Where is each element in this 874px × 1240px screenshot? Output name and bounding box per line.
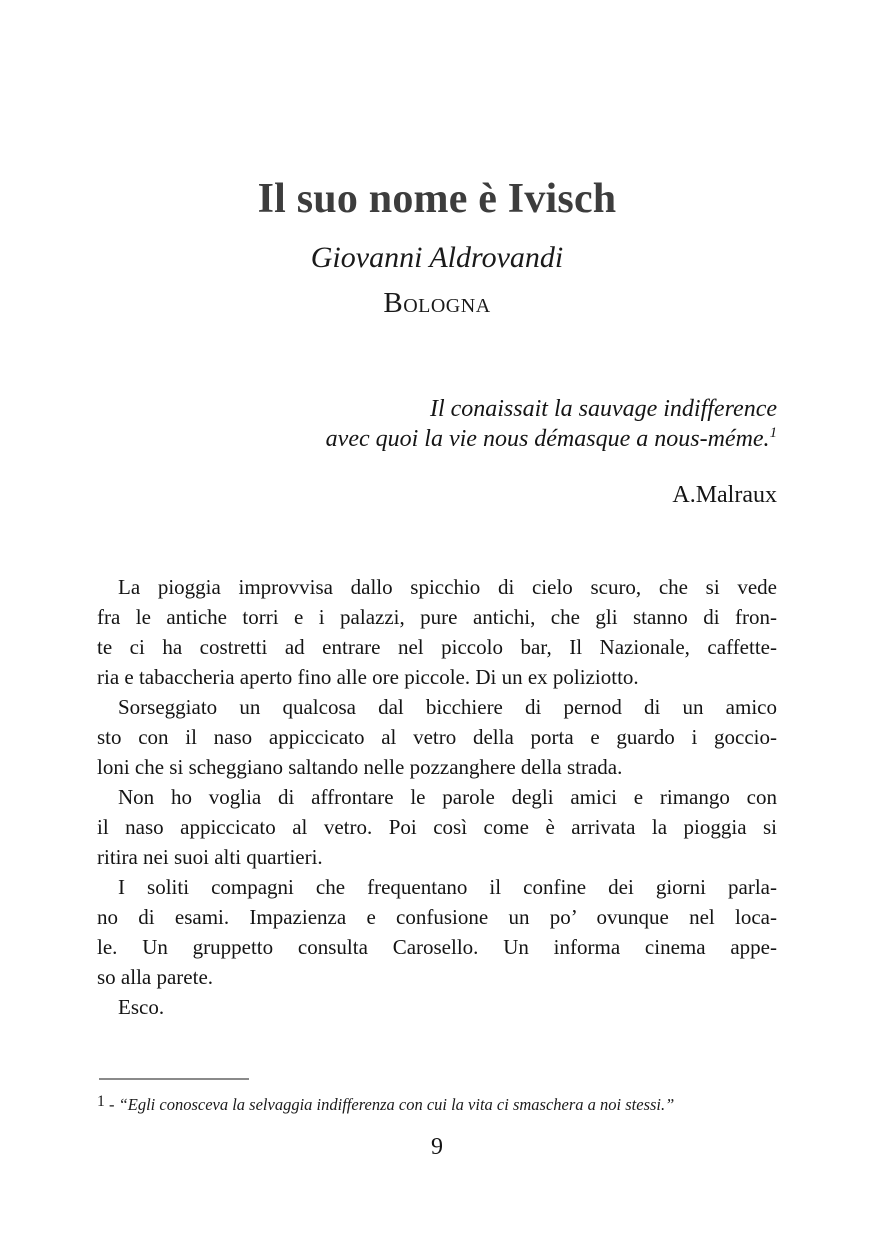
body-line: il naso appiccicato al vetro. Poi così come è arrivata la pioggia si	[97, 815, 777, 839]
body-line: le. Un gruppetto consulta Carosello. Un informa cinema appe-	[97, 935, 777, 959]
body-line: Non ho voglia di affrontare le parole degli amici e rimango con	[118, 785, 777, 809]
body-line: I soliti compagni che frequentano il confine dei giorni parla-	[118, 875, 777, 899]
paragraph-1	[97, 572, 777, 692]
footnote-separator-rule	[99, 1078, 249, 1080]
epigraph-line-1: Il conaissait la sauvage indifference	[429, 396, 777, 422]
body-line: sto con il naso appiccicato al vetro della porta e guardo i goccio-	[97, 725, 777, 749]
body-line: La pioggia improvvisa dallo spicchio di cielo scuro, che si vede	[118, 575, 777, 599]
body-line: loni che si scheggiano saltando nelle pozzanghere della strada.	[97, 755, 623, 779]
body-line: te ci ha costretti ad entrare nel piccolo bar, Il Nazionale, caffette-	[97, 635, 777, 659]
paragraph-4	[97, 872, 777, 992]
body-line: ria e tabaccheria aperto fino alle ore piccole. Di un ex poliziotto.	[97, 665, 639, 689]
paragraph-3	[97, 782, 777, 872]
footnote-text: - “Egli conosceva la selvaggia indifferenza con cui la vita ci smaschera a noi stessi.”	[108, 1094, 675, 1114]
body-line: no di esami. Impazienza e confusione un po’ ovunque nel loca-	[97, 905, 777, 929]
epigraph	[97, 394, 777, 454]
body-line: fra le antiche torri e i palazzi, pure antichi, che gli stanno di fron-	[97, 605, 777, 629]
page-content	[97, 0, 777, 1240]
footnote	[97, 1092, 777, 1115]
body-line: Sorseggiato un qualcosa dal bicchiere di pernod di un amico	[118, 695, 777, 719]
page-number: 9	[431, 1134, 443, 1160]
epigraph-line-2	[97, 424, 777, 454]
epigraph-line-2-text: avec quoi la vie nous démasque a nous-méme.	[325, 426, 770, 452]
body-line: so alla parete.	[97, 965, 214, 989]
location-name: Bologna	[383, 287, 491, 319]
epigraph-attribution: A.Malraux	[672, 482, 777, 508]
author-name: Giovanni Aldrovandi	[310, 241, 564, 274]
paragraph-2	[97, 692, 777, 782]
footnote-marker: 1	[97, 1093, 105, 1110]
footnote-reference: 1	[769, 425, 777, 441]
body-line: ritira nei suoi alti quartieri.	[97, 845, 323, 869]
paragraph-5	[97, 992, 777, 1022]
body-text	[97, 572, 777, 1022]
body-line: Esco.	[118, 995, 165, 1019]
chapter-title: Il suo nome è Ivisch	[257, 176, 617, 222]
